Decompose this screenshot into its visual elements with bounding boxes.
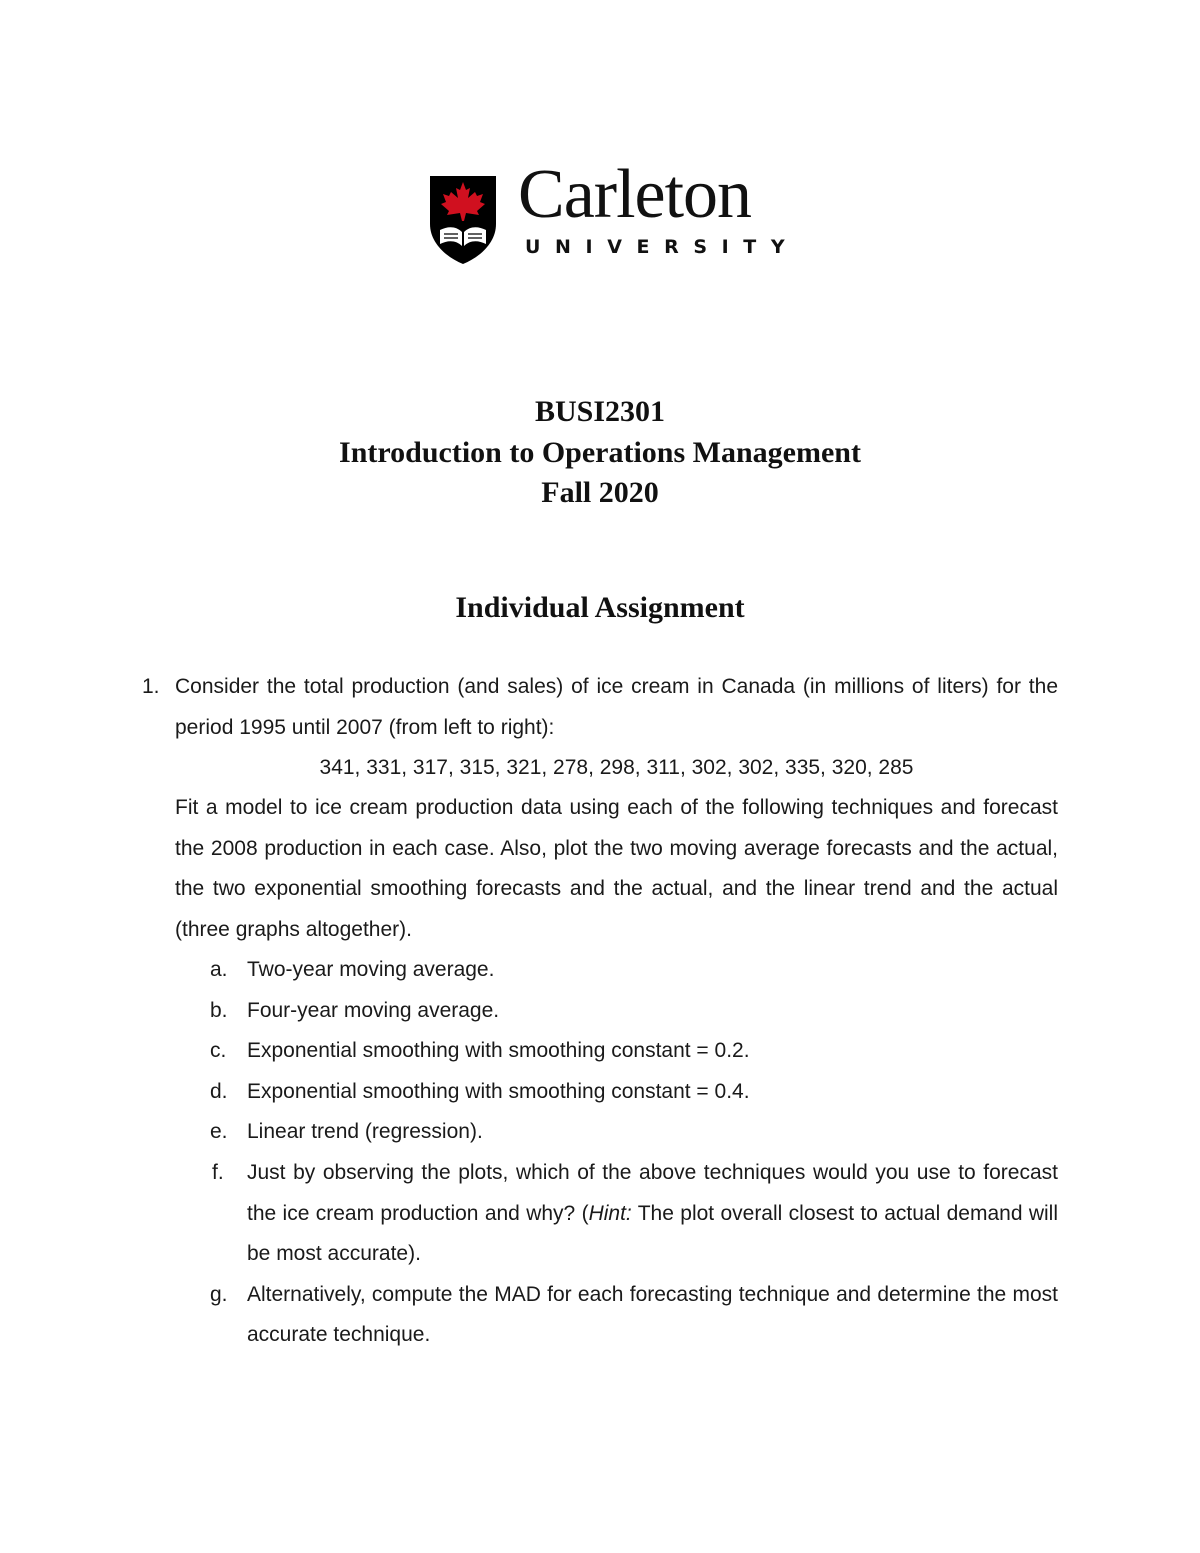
question-number: 1. xyxy=(142,675,160,698)
part-letter: a. xyxy=(210,958,228,981)
production-data-values: 341, 331, 317, 315, 321, 278, 298, 311, 302, 302, 335, 320, 285 xyxy=(319,756,914,779)
part-text: Exponential smoothing with smoothing constant = 0.4. xyxy=(247,1079,750,1103)
course-name: Introduction to Operations Management xyxy=(339,436,861,469)
part-text-before-hint: Just by observing the plots, which of the above techniques would you use to forecast the ice cream production and why? ( xyxy=(247,1160,1058,1225)
question-intro: Consider the total production (and sales) of ice cream in Canada (in millions of liters) for the period 1995 until 2007 (from left to right): xyxy=(175,675,1058,739)
part-letter: e. xyxy=(210,1120,228,1144)
term: Fall 2020 xyxy=(541,476,659,509)
part-letter: d. xyxy=(210,1079,228,1103)
list-item xyxy=(175,950,1058,991)
question-parts-list xyxy=(175,950,1058,1356)
assignment-title: Individual Assignment xyxy=(455,591,745,624)
part-text: Two-year moving average. xyxy=(247,958,495,981)
part-letter: f. xyxy=(212,1160,224,1184)
part-text: Linear trend (regression). xyxy=(247,1120,483,1144)
part-letter: c. xyxy=(210,1039,227,1063)
carleton-university-logo xyxy=(428,156,800,270)
list-item xyxy=(175,1153,1058,1275)
course-code: BUSI2301 xyxy=(534,395,666,428)
list-item xyxy=(175,1072,1058,1113)
part-text: Exponential smoothing with smoothing constant = 0.2. xyxy=(247,1039,750,1063)
part-text: Alternatively, compute the MAD for each forecasting technique and determine the most accurate technique. xyxy=(247,1282,1058,1347)
carleton-shield-icon xyxy=(428,174,498,266)
part-text-after-hint: The plot overall closest to actual demand will be most accurate). xyxy=(247,1201,1059,1266)
hint-label: Hint: xyxy=(588,1201,632,1225)
part-letter: g. xyxy=(210,1282,228,1306)
part-text: Four-year moving average. xyxy=(247,998,500,1022)
logo-wordmark: Carleton xyxy=(518,156,752,233)
part-letter: b. xyxy=(210,998,228,1022)
list-item xyxy=(175,1031,1058,1072)
list-item xyxy=(175,991,1058,1032)
logo-subtitle: UNIVERSITY xyxy=(525,236,800,258)
list-item xyxy=(175,1112,1058,1153)
list-item xyxy=(175,1275,1058,1356)
question-instructions: Fit a model to ice cream production data using each of the following techniques and forecast the 2008 production in each case. Also, plot the two moving average forecasts and the actual, the two exponential smoothing forecasts and the actual, and the linear trend and the actual (three graphs altogether). xyxy=(175,796,1058,941)
